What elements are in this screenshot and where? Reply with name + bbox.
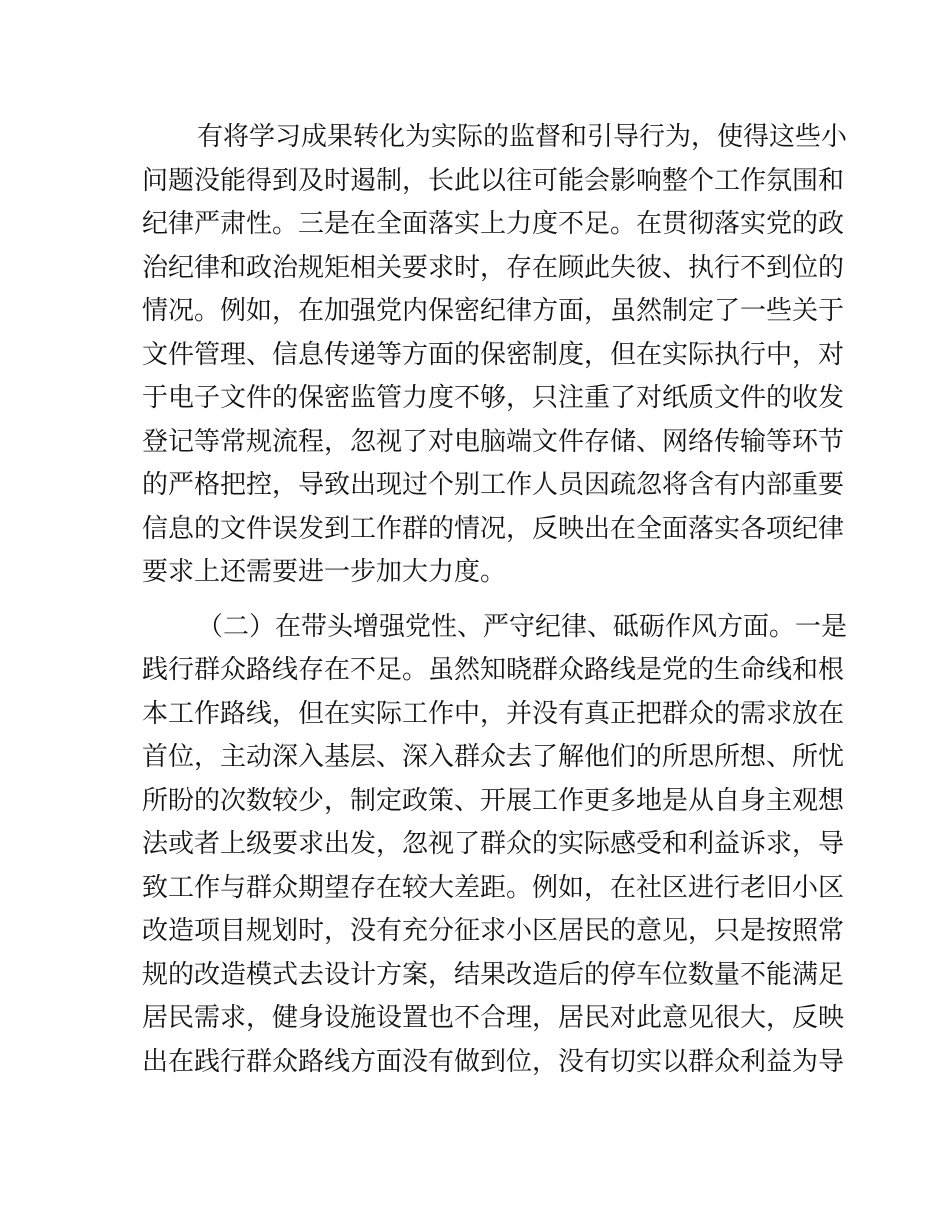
text-line: 法或者上级要求出发，忽视了群众的实际感受和利益诉求，导 <box>142 829 845 859</box>
paragraph-discipline-implementation <box>142 116 848 595</box>
text-line: 改造项目规划时，没有充分征求小区居民的意见，只是按照常 <box>142 916 845 946</box>
text-line: 于电子文件的保密监管力度不够，只注重了对纸质文件的收发 <box>142 383 845 413</box>
text-line: 出在践行群众路线方面没有做到位，没有切实以群众利益为导 <box>142 1046 845 1077</box>
text-line: 居民需求，健身设施设置也不合理，居民对此意见很大，反映 <box>142 1003 845 1033</box>
document-body <box>142 116 848 1084</box>
text-line: 规的改造模式去设计方案，结果改造后的停车位数量不能满足 <box>142 959 845 990</box>
text-line: 情况。例如，在加强党内保密纪律方面，虽然制定了一些关于 <box>142 296 845 326</box>
section-heading-line: （二）在带头增强党性、严守纪律、砥砺作风方面。一是 <box>197 611 848 642</box>
text-line: 登记等常规流程，忽视了对电脑端文件存储、网络传输等环节 <box>142 426 845 457</box>
text-line: 本工作路线，但在实际工作中，并没有真正把群众的需求放在 <box>142 698 845 729</box>
text-line: 致工作与群众期望存在较大差距。例如，在社区进行老旧小区 <box>142 872 845 903</box>
text-line: 文件管理、信息传递等方面的保密制度，但在实际执行中，对 <box>142 339 845 370</box>
text-line: 治纪律和政治规矩相关要求时，存在顾此失彼、执行不到位的 <box>142 252 845 283</box>
text-line: 的严格把控，导致出现过个别工作人员因疏忽将含有内部重要 <box>142 470 845 500</box>
text-line: 首位，主动深入基层、深入群众去了解他们的所思所想、所忧 <box>142 742 845 772</box>
paragraph-section-two-mass-line <box>142 606 848 1085</box>
text-line: 践行群众路线存在不足。虽然知晓群众路线是党的生命线和根 <box>142 655 845 685</box>
text-line: 信息的文件误发到工作群的情况，反映出在全面落实各项纪律 <box>142 513 845 544</box>
text-line: 要求上还需要进一步加大力度。 <box>142 557 507 587</box>
text-line: 有将学习成果转化为实际的监督和引导行为，使得这些小 <box>197 122 848 152</box>
text-line: 所盼的次数较少，制定政策、开展工作更多地是从自身主观想 <box>142 785 845 816</box>
text-line: 纪律严肃性。三是在全面落实上力度不足。在贯彻落实党的政 <box>142 209 845 239</box>
text-line: 问题没能得到及时遏制，长此以往可能会影响整个工作氛围和 <box>142 165 845 196</box>
